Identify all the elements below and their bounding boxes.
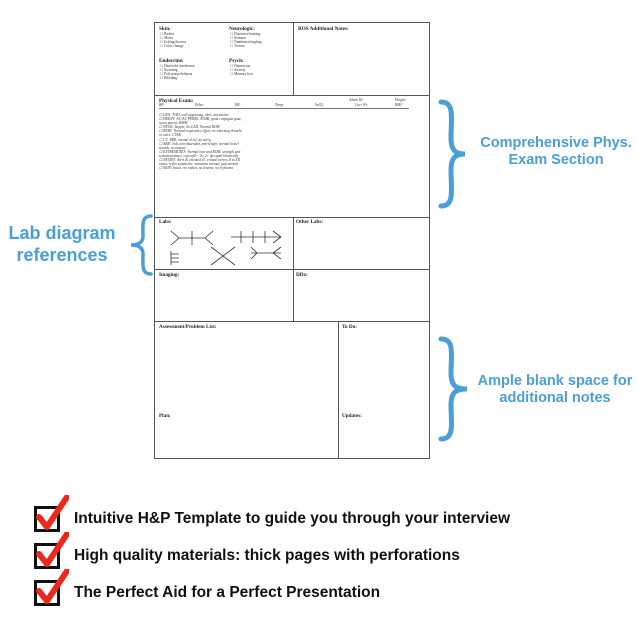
vital-rr: RR: — [235, 103, 241, 107]
labs-label: Labs: — [159, 219, 172, 225]
curly-brace-icon — [437, 98, 471, 210]
checkbox-icon — [34, 543, 60, 569]
checkbox-icon — [34, 506, 60, 532]
list-item: ☐ Depression — [230, 64, 251, 68]
list-item: ☐ ABD: Soft, non-distended, non-tender, normal bowel — [159, 141, 239, 146]
list-item: ☐ Color change — [160, 44, 184, 49]
vitals-row — [159, 103, 427, 107]
skin-title: Skin: — [159, 26, 171, 32]
endocrine-list — [160, 64, 195, 80]
vital-pulse: Pulse: — [195, 103, 205, 107]
neuro-list — [230, 32, 261, 48]
list-item: ☐ Moles — [160, 36, 174, 41]
curly-brace-icon — [123, 212, 157, 278]
updates-label: Updates: — [342, 413, 362, 419]
imaging-label: Imaging: — [159, 272, 180, 278]
list-item: ☐ Numbness/tingling — [230, 40, 262, 45]
list-item: ☐ Bleeding — [160, 76, 178, 81]
ddx-label: DDx: — [296, 272, 308, 278]
list-item: ☐ Tremor — [230, 44, 245, 49]
feature-text: High quality materials: thick pages with perforations — [74, 547, 460, 564]
assessment-label: Assessment/Problem List: — [159, 324, 217, 330]
labs-section — [155, 217, 429, 269]
physical-exam-section — [155, 95, 429, 217]
list-item: ☐ Anxiety — [230, 68, 246, 73]
red-checkmark-icon — [35, 495, 69, 533]
skin-list — [160, 32, 186, 48]
list-item: ☐ RESP: Normal respiratory effort, no wheezing rhonchi — [159, 129, 242, 134]
list-item: ☐ GEN: NAD, well appearing, alert, interactive — [159, 113, 229, 117]
list-item: ☐ NECK: Supple, No LAD, Normal ROM — [159, 125, 220, 130]
list-item: nares patent, MMM — [159, 121, 188, 126]
list-item: ☐ HEENT: NC/AT, PERRL, EOMI, good conjugate gaze, — [159, 117, 242, 122]
feature-item — [34, 539, 460, 573]
phys-exam-callout: Comprehensive Phys. Exam Section — [480, 135, 632, 168]
red-checkmark-icon — [35, 569, 69, 607]
curly-brace-icon — [437, 335, 473, 443]
feature-text: The Perfect Aid for a Perfect Presentation — [74, 584, 381, 601]
vital-sao2: SaO2: — [315, 103, 325, 107]
list-item: or rales, CTAB — [159, 133, 181, 138]
list-item: ☐ Polyuria/polydipsia — [160, 72, 193, 77]
bmi-label: BMI: — [395, 103, 403, 107]
blank-space-callout: Ample blank space for additional notes — [477, 373, 633, 406]
list-item: ☐ NEURO: Alert & oriented x3, cranial nerves II to XII — [159, 158, 241, 163]
list-item: ☐ CV: RRR, normal s1/s2, no m/r/g — [159, 137, 211, 142]
lab-diagram-callout: Lab diagram references — [8, 223, 116, 265]
list-item: ☐ Heat/cold intolerance — [160, 64, 195, 68]
vital-temp: Temp: — [275, 103, 284, 107]
plan-label: Plan: — [159, 413, 171, 419]
list-item: ☐ Sweating — [160, 68, 178, 73]
list-item: ☐ EXTREMITIES: Normal tone and ROM, strength and — [159, 149, 241, 154]
neuro-title: Neurologic: — [229, 26, 255, 32]
imaging-section — [155, 269, 429, 321]
height-label: Height: — [395, 98, 406, 102]
feature-item — [34, 576, 380, 610]
list-item: sensation intact, cap refill <2s, 2+ dp equal bilaterally — [159, 153, 239, 158]
list-item: ☐ Memory loss — [230, 72, 253, 77]
list-item: ☐ SKIN: Intact, no rashes, no lesions, no erythema — [159, 166, 233, 171]
red-checkmark-icon — [35, 532, 69, 570]
hp-template-page — [154, 22, 430, 459]
list-item: ☐ Seizures — [230, 36, 247, 41]
checkbox-icon — [34, 580, 60, 606]
list-item: ☐ Dizziness/fainting — [230, 32, 261, 36]
curr-wt-label: Curr Wt: — [355, 103, 369, 107]
todo-label: To Do: — [342, 324, 357, 330]
ros-section — [155, 23, 429, 95]
psych-title: Psych: — [229, 58, 244, 64]
endocrine-title: Endocrine: — [159, 58, 184, 64]
ros-notes-label: ROS Additional Notes: — [298, 26, 349, 32]
lab-fishbone-diagrams — [165, 223, 287, 267]
psych-list — [230, 64, 253, 76]
list-item: ☐ Itching/dryness — [160, 40, 187, 45]
feature-text: Intuitive H&P Template to guide you through your interview — [74, 510, 511, 527]
assessment-section — [155, 321, 429, 459]
exam-checklist — [159, 108, 409, 170]
vital-bp: BP: — [159, 103, 165, 107]
list-item: sounds, no masses — [159, 145, 186, 150]
list-item: intact, reflex symmetric, sensation normal, gait normal — [159, 162, 239, 167]
other-labs-label: Other Labs: — [296, 219, 324, 225]
physical-exam-title: Physical Exam: — [159, 98, 194, 104]
list-item: ☐ Rashes — [160, 32, 175, 36]
feature-item — [34, 502, 510, 536]
admit-wt-label: Admit Wt: — [349, 98, 364, 102]
